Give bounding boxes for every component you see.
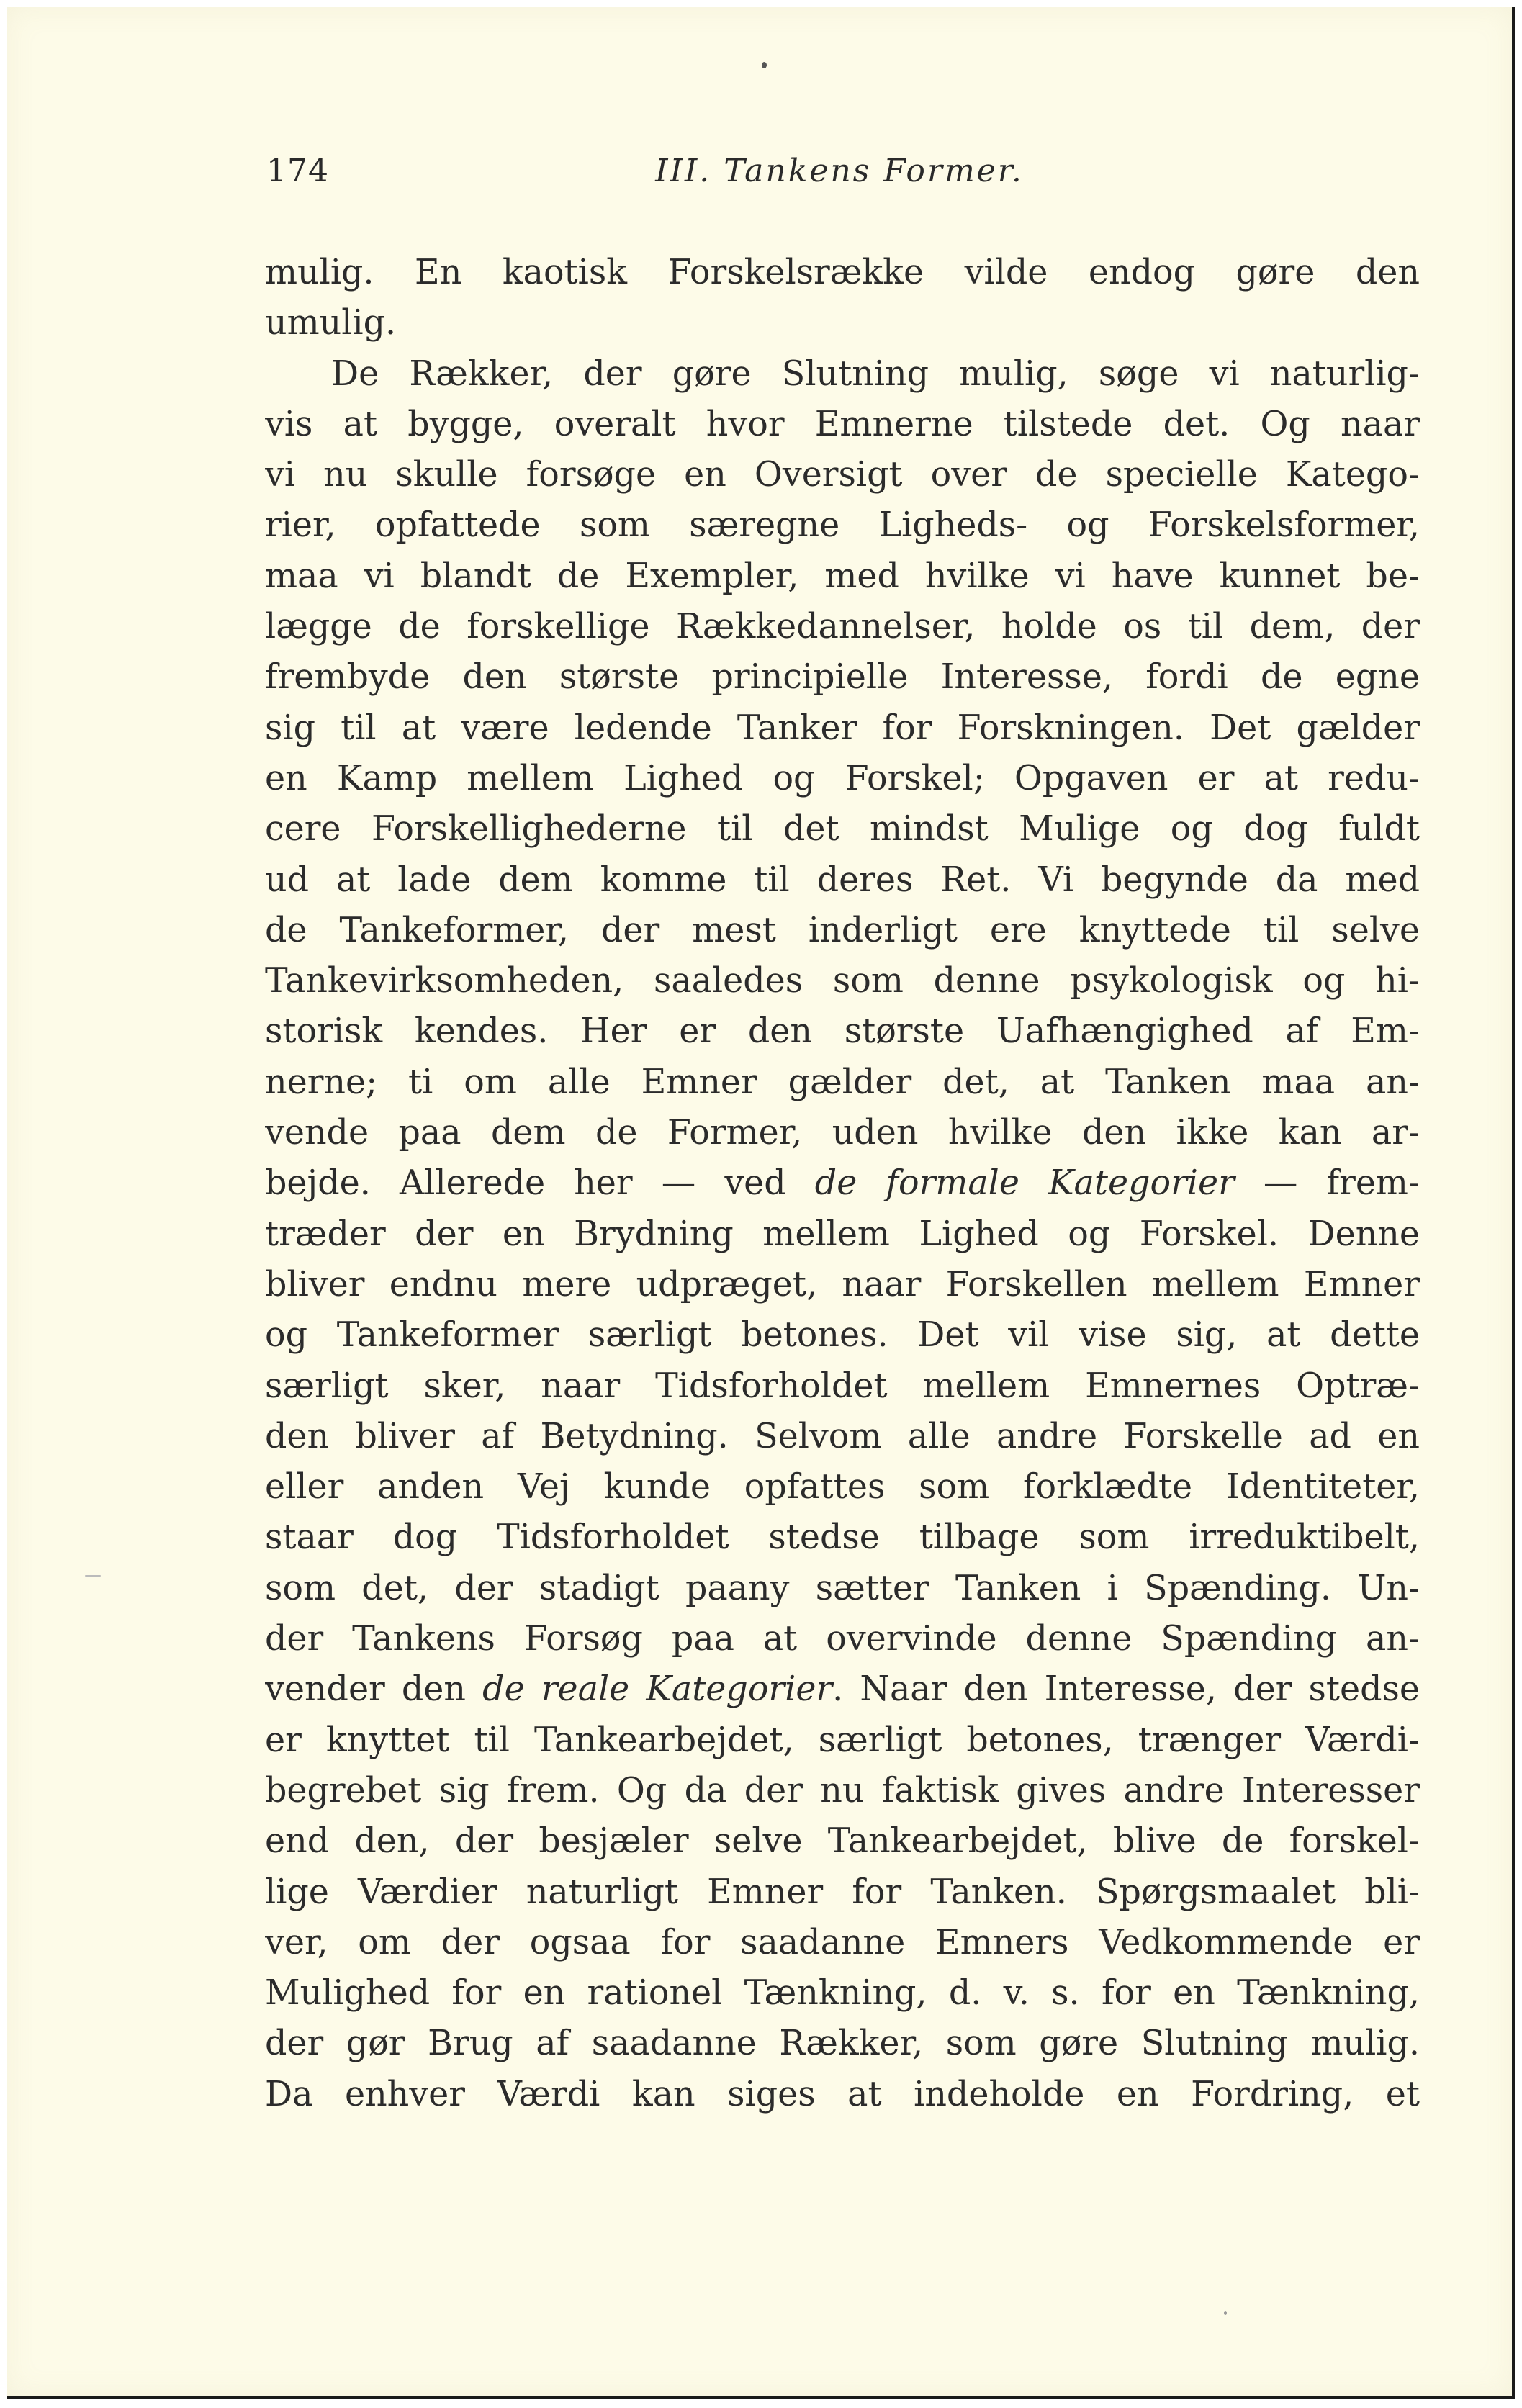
text-line (265, 1512, 1420, 1563)
text-line (265, 2070, 1420, 2120)
line-text: rier, opfattede som særegne Ligheds- og Forskelsformer, (265, 505, 1420, 546)
ink-speck (1224, 2311, 1227, 2315)
line-text: en Kamp mellem Lighed og Forskel; Opgaven er at redu- (265, 758, 1420, 798)
text-line (265, 1564, 1420, 1614)
line-text: umulig. (265, 303, 397, 343)
running-head: III. Tankens Former. (655, 153, 1024, 189)
line-text: lige Værdier naturligt Emner for Tanken. Spørgsmaalet bli- (265, 1872, 1420, 1912)
text-line (265, 1968, 1420, 2019)
line-text: nerne; ti om alle Emner gælder det, at Tanken maa an- (265, 1062, 1420, 1102)
line-text: Tankevirksomheden, saaledes som denne psykologisk og hi- (265, 961, 1420, 1001)
line-text: ver, om der ogsaa for saadanne Emners Vedkommende er (265, 1922, 1420, 1962)
line-text: som det, der stadigt paany sætter Tanken i Spænding. Un- (265, 1568, 1420, 1608)
line-text: Da enhver Værdi kan siges at indeholde en Fordring, et (265, 2074, 1420, 2114)
line-text: vi nu skulle forsøge en Oversigt over de specielle Katego- (265, 455, 1420, 495)
line-text: vender den (265, 1669, 483, 1710)
text-line (265, 1462, 1420, 1512)
text-line (265, 500, 1420, 551)
line-text: den bliver af Betydning. Selvom alle andre Forskelle ad en (265, 1416, 1420, 1456)
line-text: begrebet sig frem. Og da der nu faktisk gives andre Interesser (265, 1770, 1420, 1810)
line-text: lægge de forskellige Rækkedannelser, holde os til dem, der (265, 607, 1420, 647)
italic-term: de reale Kategorier (482, 1669, 833, 1710)
text-line (265, 1412, 1420, 1462)
page-number: 174 (266, 153, 329, 189)
line-text: De Rækker, der gøre Slutning mulig, søge vi naturlig- (331, 353, 1420, 394)
text-line (265, 804, 1420, 854)
text-line (265, 1209, 1420, 1260)
line-text: særligt sker, naar Tidsforholdet mellem Emnernes Optræ- (265, 1366, 1420, 1406)
text-line (265, 1664, 1420, 1715)
text-line (265, 1867, 1420, 1918)
body-text (265, 248, 1420, 2120)
line-text: end den, der besjæler selve Tankearbejdet, blive de forskel- (265, 1821, 1420, 1862)
line-text: sig til at være ledende Tanker for Forskningen. Det gælder (265, 708, 1420, 748)
line-text: de Tankeformer, der mest inderligt ere knyttede til selve (265, 910, 1420, 950)
text-line (265, 1058, 1420, 1108)
line-text: maa vi blandt de Exempler, med hvilke vi have kunnet be- (265, 556, 1420, 596)
line-text: der Tankens Forsøg paa at overvinde denne Spænding an- (265, 1619, 1420, 1659)
line-text: vende paa dem de Former, uden hvilke den ikke kan ar- (265, 1113, 1420, 1153)
page-header (259, 153, 1420, 203)
text-line (265, 1310, 1420, 1361)
text-line (265, 298, 1420, 348)
text-line (265, 1361, 1420, 1412)
line-text: bejde. Allerede her — ved (265, 1163, 815, 1204)
line-text: mulig. En kaotisk Forskelsrække vilde endog gøre den (265, 253, 1420, 292)
text-line (265, 349, 1420, 400)
text-line (265, 754, 1420, 804)
text-line (265, 906, 1420, 956)
text-line (265, 1260, 1420, 1310)
line-text: bliver endnu mere udpræget, naar Forskellen mellem Emner (265, 1264, 1420, 1304)
line-text: og Tankeformer særligt betones. Det vil vise sig, at dette (265, 1315, 1420, 1356)
text-line (265, 602, 1420, 652)
text-line (265, 1006, 1420, 1057)
text-line (265, 855, 1420, 906)
text-line (265, 2019, 1420, 2069)
text-line (265, 956, 1420, 1006)
text-line (265, 450, 1420, 500)
text-line (265, 1614, 1420, 1664)
ink-speck (85, 1575, 101, 1577)
ink-speck (762, 62, 767, 68)
line-text: cere Forskellighederne til det mindst Mulige og dog fuldt (265, 809, 1420, 849)
text-line (265, 1715, 1420, 1766)
text-line (265, 1108, 1420, 1158)
line-text: eller anden Vej kunde opfattes som forklædte Identiteter, (265, 1467, 1420, 1507)
text-line (265, 248, 1420, 298)
line-text: er knyttet til Tankearbejdet, særligt betones, trænger Værdi- (265, 1720, 1420, 1760)
text-line (265, 1816, 1420, 1867)
line-text-continued: — frem- (1234, 1163, 1420, 1204)
text-line (265, 400, 1420, 450)
text-line (265, 1918, 1420, 1968)
line-text: træder der en Brydning mellem Lighed og Forskel. Denne (265, 1214, 1420, 1254)
line-text: der gør Brug af saadanne Rækker, som gøre Slutning mulig. (265, 2024, 1420, 2064)
italic-term: de formale Kategorier (814, 1163, 1235, 1204)
text-line (265, 551, 1420, 602)
text-line (265, 703, 1420, 754)
line-text-continued: . Naar den Interesse, der stedse (832, 1669, 1420, 1710)
line-text: ud at lade dem komme til deres Ret. Vi begynde da med (265, 860, 1420, 900)
line-text: frembyde den største principielle Interesse, fordi de egne (265, 657, 1420, 698)
line-text: Mulighed for en rationel Tænkning, d. v. s. for en Tænkning, (265, 1973, 1420, 2014)
text-line (265, 1766, 1420, 1816)
line-text: staar dog Tidsforholdet stedse tilbage som irreduktibelt, (265, 1518, 1420, 1558)
text-line (265, 1158, 1420, 1209)
text-line (265, 652, 1420, 703)
line-text: storisk kendes. Her er den største Uafhængighed af Em- (265, 1011, 1420, 1052)
line-text: vis at bygge, overalt hvor Emnerne tilstede det. Og naar (265, 404, 1420, 444)
